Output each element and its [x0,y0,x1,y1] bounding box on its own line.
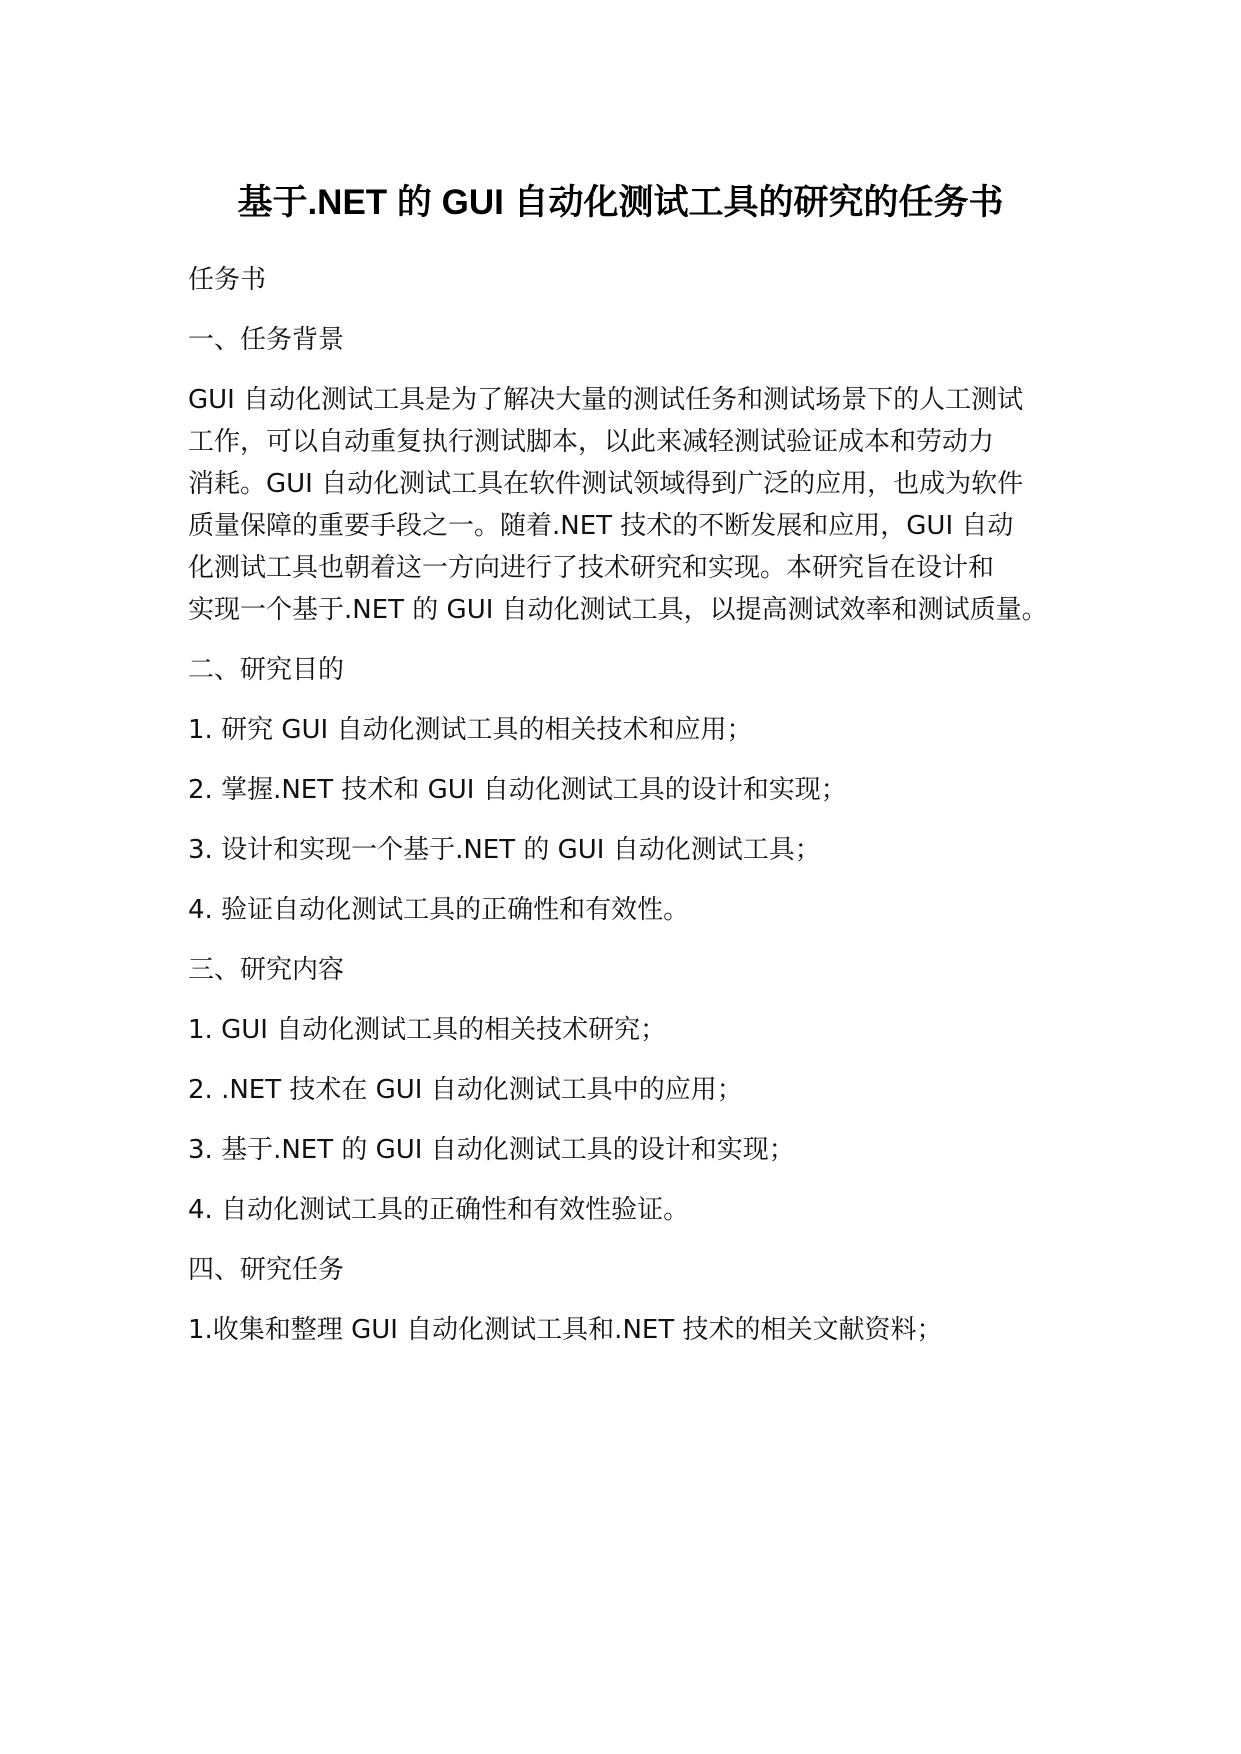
paragraph-line: 实现一个基于.NET 的 GUI 自动化测试工具，以提高测试效率和测试质量。 [188,595,1048,625]
list-item: 1. GUI 自动化测试工具的相关技术研究； [188,1015,667,1045]
document-title: 基于.NET 的 GUI 自动化测试工具的研究的任务书 [237,183,1004,222]
list-item: 1.收集和整理 GUI 自动化测试工具和.NET 技术的相关文献资料； [188,1315,943,1345]
section-heading-purpose: 二、研究目的 [188,655,345,685]
section-heading-background: 一、任务背景 [188,325,345,355]
list-item: 4. 验证自动化测试工具的正确性和有效性。 [188,895,690,925]
paragraph-line: 质量保障的重要手段之一。随着.NET 技术的不断发展和应用，GUI 自动 [188,511,1014,541]
list-item: 2. .NET 技术在 GUI 自动化测试工具中的应用； [188,1075,743,1105]
doc-label: 任务书 [188,265,267,295]
list-item: 3. 设计和实现一个基于.NET 的 GUI 自动化测试工具； [188,835,821,865]
paragraph-line: 化测试工具也朝着这一方向进行了技术研究和实现。本研究旨在设计和 [188,553,995,583]
paragraph-line: 消耗。GUI 自动化测试工具在软件测试领域得到广泛的应用，也成为软件 [188,469,1024,499]
paragraph-line: GUI 自动化测试工具是为了解决大量的测试任务和测试场景下的人工测试 [188,385,1024,415]
list-item: 1. 研究 GUI 自动化测试工具的相关技术和应用； [188,715,753,745]
paragraph-line: 工作，可以自动重复执行测试脚本，以此来减轻测试验证成本和劳动力 [188,427,995,457]
section-heading-content: 三、研究内容 [188,955,345,985]
list-item: 4. 自动化测试工具的正确性和有效性验证。 [188,1195,690,1225]
section-heading-tasks: 四、研究任务 [188,1255,345,1285]
list-item: 3. 基于.NET 的 GUI 自动化测试工具的设计和实现； [188,1135,795,1165]
list-item: 2. 掌握.NET 技术和 GUI 自动化测试工具的设计和实现； [188,775,847,805]
